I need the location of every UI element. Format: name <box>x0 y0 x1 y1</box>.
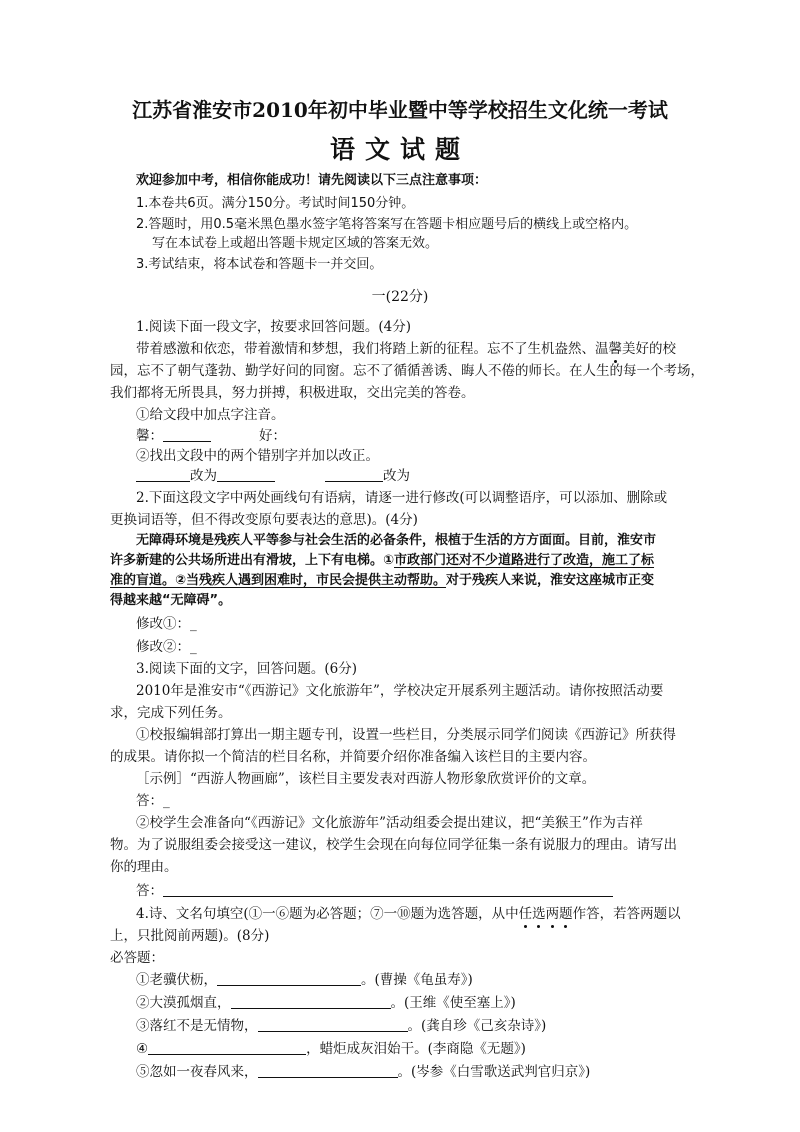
answer-blank[interactable] <box>217 467 275 482</box>
answer-blank[interactable] <box>217 971 361 986</box>
q3-answer-2-row: 答： <box>136 881 613 901</box>
q1-passage-line-3: 我们都将无所畏具，努力拼搏，积极进取，交出完美的答卷。 <box>110 385 475 401</box>
answer-blank[interactable] <box>148 1040 306 1055</box>
q4-item-5: ⑤忽如一夜春风来， 。(岑参《白雪歌送武判官归京》) <box>136 1064 591 1080</box>
q3-prompt: 3.阅读下面的文字，回答问题。(6分) <box>136 661 358 677</box>
q4-prompt-line-2: 上，只批阅前两题)。(8分) <box>110 928 270 944</box>
q3-task2-line-3: 你的理由。 <box>110 859 178 875</box>
q3-intro-line-1: 2010年是淮安市“《西游记》文化旅游年”，学校决定开展系列主题活动。请你按照活动要 <box>136 683 664 699</box>
exam-subtitle: 语文试题 <box>329 135 470 164</box>
answer-blank[interactable] <box>258 1063 398 1078</box>
q2-passage-line-1: 无障碍环境是残疾人平等参与社会生活的必备条件，根植于生活的方方面面。目前，淮安市 <box>136 533 657 548</box>
q1-pinyin-row: 馨： 好： <box>136 428 286 444</box>
dotted-char: 两 <box>545 906 560 922</box>
dotted-char: 任 <box>518 906 533 922</box>
q1-prompt: 1.阅读下面一段文字，按要求回答问题。(4分) <box>136 319 412 335</box>
q1-passage-line-1: 带着感激和依恋，带着激情和梦想，我们将踏上新的征程。忘不了生机盎然、温馨美好的校 <box>136 341 676 357</box>
notice-item-1: 1.本卷共6页。满分150分。考试时间150分钟。 <box>136 196 415 211</box>
q1-passage-line-2: 园，忘不了朝气蓬勃、勤学好问的同窗。忘不了循循善诱、晦人不倦的师长。在人生的每一个考场， <box>110 363 704 379</box>
q4-prompt-line-1: 4.诗、文名句填空(①一⑥题为必答题；⑦一⑩题为选答题，从中任选两题作答，若答两题以 <box>136 906 681 922</box>
q2-fix-2[interactable]: 修改②：_ <box>136 639 197 655</box>
notice-item-2: 2.答题时，用0.5毫米黑色墨水签字笔将答案写在答题卡相应题号后的横线上或空格内。 <box>136 217 638 232</box>
q4-item-1: ①老骥伏枥， 。(曹操《龟虽寿》) <box>136 972 473 988</box>
dotted-char: 题 <box>559 906 573 922</box>
q1-fix-row: 改为 改为 <box>136 466 410 486</box>
q2-passage-line-3: 准的盲道。②当残疾人遇到困难时，市民会提供主动帮助。对于残疾人来说，淮安这座城市正变 <box>110 573 655 588</box>
notice-heading: 欢迎参加中考，相信你能成功！请先阅读以下三点注意事项： <box>136 173 488 188</box>
notice-item-3: 3.考试结束，将本试卷和答题卡一并交回。 <box>136 257 383 272</box>
q3-task1-line-1: ①校报编辑部打算出一期主题专刊，设置一些栏目，分类展示同学们阅读《西游记》所获得 <box>136 727 676 743</box>
q3-task1-line-2: 的成果。请你拟一个简洁的栏目名称，并简要介绍你准备编入该栏目的主要内容。 <box>110 749 596 765</box>
q3-answer-1[interactable]: 答：_ <box>136 793 170 809</box>
answer-blank[interactable] <box>163 882 613 897</box>
answer-blank[interactable] <box>136 467 190 482</box>
q4-item-2: ②大漠孤烟直， 。(王维《使至塞上》) <box>136 995 516 1011</box>
section-heading: 一(22分) <box>371 289 429 305</box>
underlined-sentence-1: 市政部门还对不少道路进行了改造，施工了标 <box>394 553 655 568</box>
q3-task2-line-1: ②校学生会准备向“《西游记》文化旅游年”活动组委会提出建议，把“美猴王”作为吉祥 <box>136 815 643 831</box>
answer-blank[interactable] <box>163 427 211 442</box>
q3-example: ［示例］“西游人物画廊”，该栏目主要发表对西游人物形象欣赏评价的文章。 <box>136 771 596 787</box>
q1-sub2: ②找出文段中的两个错别字并加以改正。 <box>136 448 379 464</box>
q3-task2-line-2: 物。为了说服组委会接受这一建议，校学生会现在向每位同学征集一条有说服力的理由。请写出 <box>110 837 677 853</box>
answer-blank[interactable] <box>258 1017 408 1032</box>
q3-intro-line-2: 求，完成下列任务。 <box>110 705 232 721</box>
answer-blank[interactable] <box>231 994 391 1009</box>
q4-required-label: 必答题： <box>110 950 164 966</box>
q2-fix-1[interactable]: 修改①：_ <box>136 616 197 632</box>
notice-item-2-cont: 写在本试卷上或超出答题卡规定区域的答案无效。 <box>152 236 439 251</box>
q2-passage-line-2: 许多新建的公共场所进出有滑坡，上下有电梯。①市政部门还对不少道路进行了改造，施工了标 <box>110 553 655 568</box>
exam-title: 江苏省淮安市2010年初中毕业暨中等学校招生文化统一考试 <box>132 98 668 122</box>
dotted-char: 选 <box>532 906 546 922</box>
q2-passage-line-4: 得越来越“无障碍”。 <box>110 593 232 608</box>
dotted-char: 馨 <box>608 341 622 357</box>
q2-prompt-line-1: 2.下面这段文字中两处画线句有语病，请逐一进行修改(可以调整语序，可以添加、删除或 <box>136 490 668 506</box>
q4-item-3: ③落红不是无情物， 。(龚自珍《己亥杂诗》) <box>136 1018 547 1034</box>
underlined-sentence-2: 准的盲道。②当残疾人遇到困难时，市民会提供主动帮助。 <box>110 573 447 588</box>
q1-sub1: ①给文段中加点字注音。 <box>136 407 285 423</box>
answer-blank[interactable] <box>325 467 383 482</box>
dotted-emphasis <box>519 906 573 922</box>
q4-item-4: ④ ，蜡炬成灰泪始干。(李商隐《无题》) <box>136 1041 526 1057</box>
q2-prompt-line-2: 更换词语等，但不得改变原句要表达的意思)。(4分) <box>110 512 418 528</box>
